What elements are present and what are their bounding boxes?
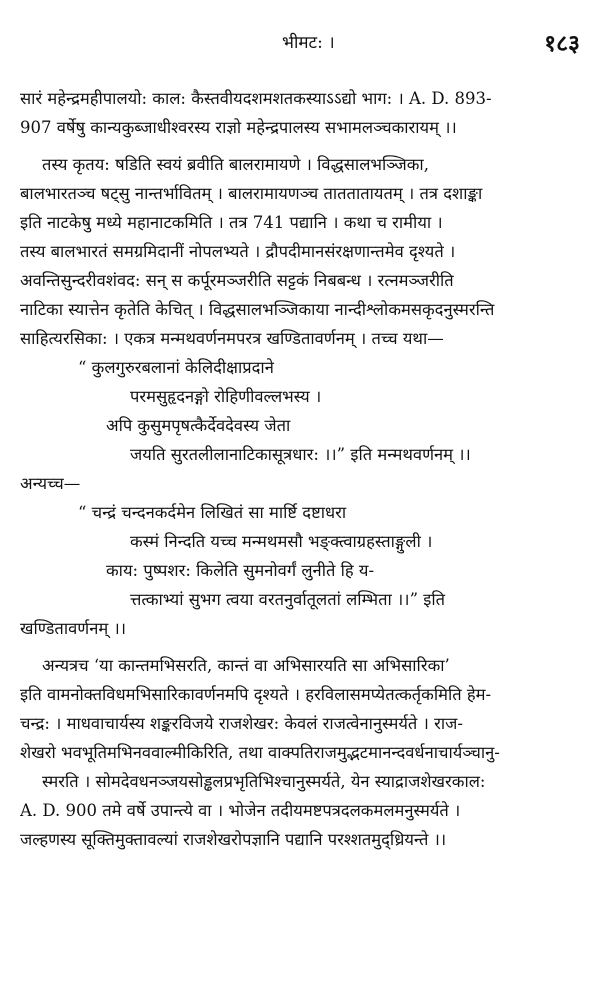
verse-line: “ कुलगुरुरबलानां केलिदीक्षाप्रदाने — [78, 358, 274, 377]
text-line: जल्हणस्य सूक्तिमुक्तावल्यां राजशेखरोपज्ञानि पद्यानि परश्शतमुद्ध्रियन्ते ।। — [20, 830, 447, 849]
text-line: 907 वर्षेषु कान्यकुब्जाधीश्वरस्य राज्ञो महेन्द्रपालस्य सभामलञ्चकारायम् ।। — [20, 118, 457, 137]
text-line: सारं महेन्द्रमहीपालयो: काल: कैस्तवीयदशमशतकस्याऽऽद्यो भाग: । A. D. 893- — [20, 89, 492, 108]
text-line: इति वामनोक्तविधमभिसारिकावर्णनमपि दृश्यते । हरविलासमप्येतत्कर्तृकमिति हेम- — [20, 685, 492, 704]
text-line: अवन्तिसुन्दरीवशंवद: सन् स कर्पूरमञ्जरीति सट्टकं निबबन्ध । रत्नमञ्जरीति — [20, 271, 454, 290]
text-line: इति नाटकेषु मध्ये महानाटकमिति । तत्र 741 पद्यानि । कथा च रामीया । — [20, 213, 443, 232]
text-line: तस्य बालभारतं समग्रमिदानीं नोपलभ्यते । द्रौपदीमानसंरक्षणान्तमेव दृश्यते । — [20, 242, 456, 261]
verse-line: परमसुहृदनङ्गो रोहिणीवल्लभस्य । — [130, 387, 322, 406]
text-line: शेखरो भवभूतिमभिनववाल्मीकिरिति, तथा वाक्पतिराजमुद्भटमानन्दवर्धनाचार्यञ्चानु- — [20, 743, 500, 762]
text-line: तस्य कृतय: षडिति स्वयं ब्रवीति बालरामायणे । विद्धसालभञ्जिका, — [42, 155, 429, 174]
text-line: चन्द्र: । माधवाचार्यस्य शङ्करविजये राजशेखर: केवलं राजत्वेनानुस्मर्यते । राज- — [20, 714, 463, 733]
text-line: साहित्यरसिका: । एकत्र मन्मथवर्णनमपरत्र खण्डितावर्णनम् । तच्च यथा— — [20, 329, 444, 348]
page-header — [0, 30, 600, 60]
page-body — [20, 84, 588, 854]
verse-line: अपि कुसुमपृषत्कैर्देवदेवस्य जेता — [106, 416, 291, 435]
text-line: A. D. 900 तमे वर्षे उपान्त्ये वा । भोजेन तदीयमष्टपत्रदलकमलमनुस्मर्यते । — [20, 801, 461, 820]
text-line: खण्डितावर्णनम् ।। — [20, 619, 126, 638]
text-line: स्मरति । सोमदेवधनञ्जयसोड्ढलप्रभृतिभिश्चानुस्मर्यते, येन स्याद्राजशेखरकाल: — [42, 772, 486, 791]
verse-line: काय: पुष्पशर: किलेति सुमनोवर्गं लुनीते हि य- — [106, 561, 375, 580]
text-line: अन्यत्रच ‘या कान्तमभिसरति, कान्तं वा अभिसारयति सा अभिसारिका’ — [42, 656, 450, 675]
verse-line: “ चन्द्रं चन्दनकर्दमेन लिखितं सा मार्ष्टि दष्टाधरा — [78, 503, 347, 522]
verse-line: कस्मं निन्दति यच्च मन्मथमसौ भङ्क्त्वाग्रहस्ताङ्गुली । — [130, 532, 433, 551]
text-line: अन्यच्च— — [20, 474, 81, 493]
page-number: १८३ — [544, 30, 580, 57]
running-head: भीमट: । — [282, 33, 335, 53]
verse-line: त्तत्काभ्यां सुभग त्वया वरतनुर्वातूलतां लम्भिता ।।” इति — [130, 590, 446, 609]
verse-line: जयति सुरतलीलानाटिकासूत्रधार: ।।” इति मन्मथवर्णनम् ।। — [130, 445, 471, 464]
text-line: बालभारतञ्च षट्सु नान्तर्भावितम् । बालरामायणञ्च ताततातायतम् । तत्र दशाङ्का — [20, 184, 483, 203]
text-line: नाटिका स्यात्तेन कृतेति केचित् । विद्धसालभञ्जिकाया नान्दीश्लोकमसकृदनुस्मरन्ति — [20, 300, 495, 319]
